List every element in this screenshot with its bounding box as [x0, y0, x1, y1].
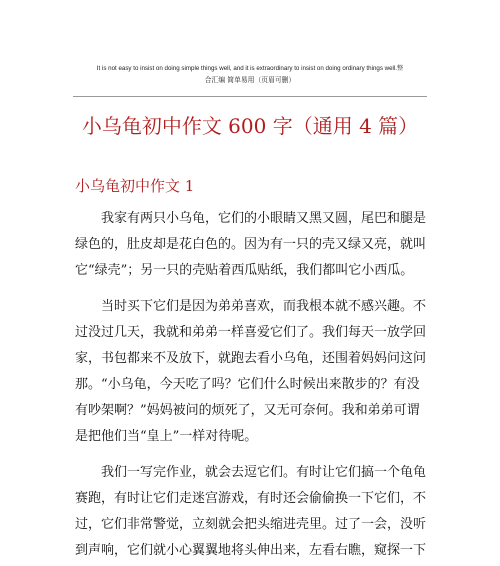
paragraph-line: 有吵架啊？”妈妈被问的烦死了，又无可奈何。我和弟弟可谓 [75, 403, 420, 418]
header-quote: It is not easy to insist on doing simple things well, and it is extraordinary to insist on doing ordinary things well.整 [96, 65, 404, 72]
header-divider [73, 96, 427, 97]
paragraph-line: 是把他们当“皇上”一样对待呢。 [75, 429, 258, 444]
paragraph-line: 那。“小乌龟，今天吃了吗？它们什么时候出来散步的？有没 [75, 377, 420, 392]
header-subline: 合汇编 简单易用（页眉可删） [204, 76, 296, 84]
section-title: 小乌龟初中作文 1 [75, 177, 195, 195]
document-title: 小乌龟初中作文 600 字（通用 4 篇） [81, 114, 419, 138]
paragraph-line: 当时买下它们是因为弟弟喜欢，而我根本就不感兴趣。不 [101, 299, 427, 314]
paragraph-line: 我家有两只小乌龟，它们的小眼睛又黑又圆，尾巴和腿是 [101, 211, 427, 226]
paragraph-line: 过，它们非常警觉，立刻就会把头缩进壳里。过了一会，没听 [75, 517, 427, 532]
paragraph-line: 家，书包都来不及放下，就跑去看小乌龟，还围着妈妈问这问 [75, 351, 427, 366]
paragraph-line: 我们一写完作业，就会去逗它们。有时让它们搞一个龟龟 [101, 465, 427, 480]
paragraph-line: 过没过几天，我就和弟弟一样喜爱它们了。我们每天一放学回 [75, 325, 427, 340]
paragraph-line: 绿色的，肚皮却是花白色的。因为有一只的壳又绿又亮，就叫 [75, 237, 427, 252]
paragraph-line: 到声响，它们就小心翼翼地将头伸出来，左看右瞧，窥探一下 [75, 543, 427, 558]
paragraph-line: 它“绿壳”；另一只的壳贴着西瓜贴纸，我们都叫它小西瓜。 [75, 263, 414, 278]
paragraph-line: 赛跑，有时让它们走迷宫游戏，有时还会偷偷换一下它们，不 [75, 491, 427, 506]
